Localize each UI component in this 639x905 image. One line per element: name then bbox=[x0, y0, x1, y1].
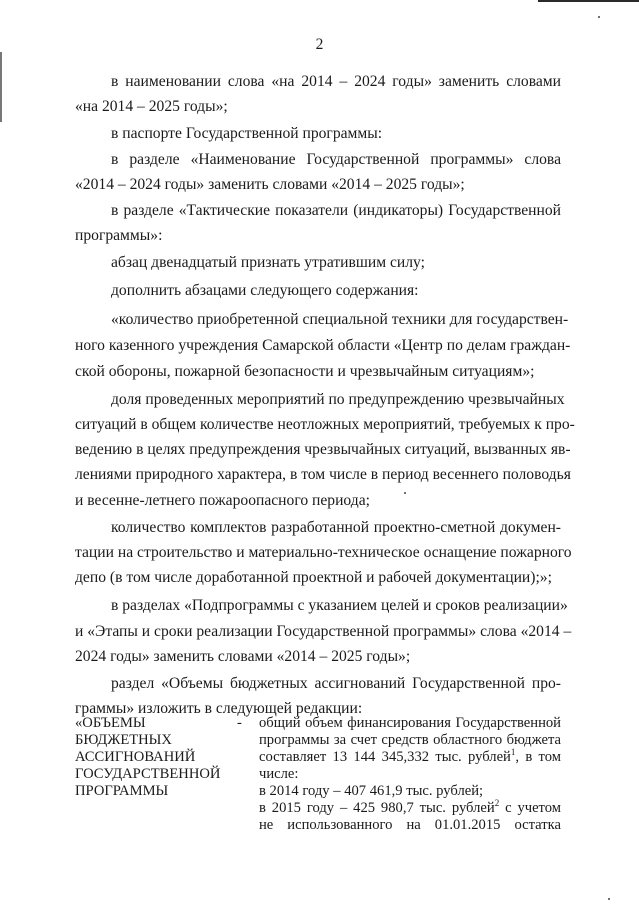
text-line: ного казенного учреждения Самарской области «Центр по делам граждан- bbox=[75, 337, 571, 354]
text-line: ской обороны, пожарной безопасности и чрезвычайным ситуациям»; bbox=[75, 363, 535, 380]
text-line: лениями природного характера, в том числе в период весеннего половодья bbox=[75, 466, 571, 483]
footnote-ref: 1 bbox=[510, 747, 516, 758]
text-line: в паспорте Государственной программы: bbox=[111, 125, 383, 142]
scan-speck bbox=[404, 492, 406, 494]
text-line: депо (в том числе доработанной проектной и рабочей документации);»; bbox=[75, 569, 552, 586]
text-line: ведению в целях предупреждения чрезвычайных ситуаций, вызванных яв- bbox=[75, 441, 571, 458]
text-line: доля проведенных мероприятий по предупреждению чрезвычайных bbox=[111, 391, 565, 408]
table-right-line bbox=[259, 800, 561, 817]
table-left-line: ГОСУДАРСТВЕННОЙ bbox=[75, 766, 221, 782]
table-left-line: БЮДЖЕТНЫХ bbox=[75, 732, 172, 748]
text-line: и весенне-летнего пожароопасного периода; bbox=[75, 492, 370, 509]
table-left-line: «ОБЪЕМЫ bbox=[75, 715, 146, 731]
scan-edge-mark-left bbox=[0, 52, 2, 122]
text-line: «2014 – 2024 годы» заменить словами «2014 – 2025 годы»; bbox=[75, 176, 465, 193]
footnote-ref: 2 bbox=[494, 798, 500, 809]
text-line: дополнить абзацами следующего содержания: bbox=[111, 282, 419, 299]
text-line: ситуаций в общем количестве неотложных мероприятий, требуемых к про- bbox=[75, 416, 575, 433]
text-line: в разделе «Наименование Государственной программы» слова bbox=[111, 151, 561, 168]
text-line: в наименовании слова «на 2014 – 2024 годы» заменить словами bbox=[111, 73, 561, 90]
table-right-text: составляет 13 144 345,332 тыс. рублей bbox=[259, 749, 511, 765]
table-left-line: АССИГНОВАНИЙ bbox=[75, 749, 196, 765]
table-dash: - bbox=[237, 715, 242, 731]
scan-speck bbox=[608, 898, 610, 900]
table-right-text: с учетом bbox=[499, 800, 561, 816]
text-line: 2024 годы» заменить словами «2014 – 2025 годы»; bbox=[75, 648, 411, 665]
table-right-line: в 2014 году – 407 461,9 тыс. рублей; bbox=[259, 783, 484, 799]
text-line: абзац двенадцатый признать утратившим силу; bbox=[111, 254, 425, 271]
table-right-line: программы за счет средств областного бюджета bbox=[259, 732, 561, 748]
text-line: количество комплектов разработанной проектно-сметной докумен- bbox=[111, 519, 561, 536]
table-right-line: общий объем финансирования Государственной bbox=[259, 715, 561, 731]
table-left-line: ПРОГРАММЫ bbox=[75, 783, 169, 799]
text-line: «на 2014 – 2025 годы»; bbox=[75, 98, 228, 115]
text-line: раздел «Объемы бюджетных ассигнований Государственной про- bbox=[111, 675, 561, 692]
table-right-line: числе: bbox=[259, 766, 299, 782]
scan-speck bbox=[598, 16, 600, 18]
text-line: тации на строительство и материально-техническое оснащение пожарного bbox=[75, 544, 572, 561]
text-line: в разделах «Подпрограммы с указанием целей и сроков реализации» bbox=[111, 597, 568, 614]
table-right-line bbox=[259, 749, 561, 766]
text-line: в разделе «Тактические показатели (индикаторы) Государственной bbox=[111, 202, 561, 219]
text-line: программы»: bbox=[75, 227, 163, 244]
page-number: 2 bbox=[315, 36, 324, 53]
text-line: граммы» изложить в следующей редакции: bbox=[75, 700, 363, 717]
text-line: и «Этапы и сроки реализации Государственной программы» слова «2014 – bbox=[75, 623, 572, 640]
table-right-text: , в том bbox=[515, 749, 561, 765]
table-right-line: не использованного на 01.01.2015 остатка bbox=[259, 817, 561, 833]
scan-edge-mark-top bbox=[538, 0, 639, 2]
table-right-text: в 2015 году – 425 980,7 тыс. рублей bbox=[259, 800, 495, 816]
text-line: «количество приобретенной специальной техники для государствен- bbox=[111, 311, 569, 328]
